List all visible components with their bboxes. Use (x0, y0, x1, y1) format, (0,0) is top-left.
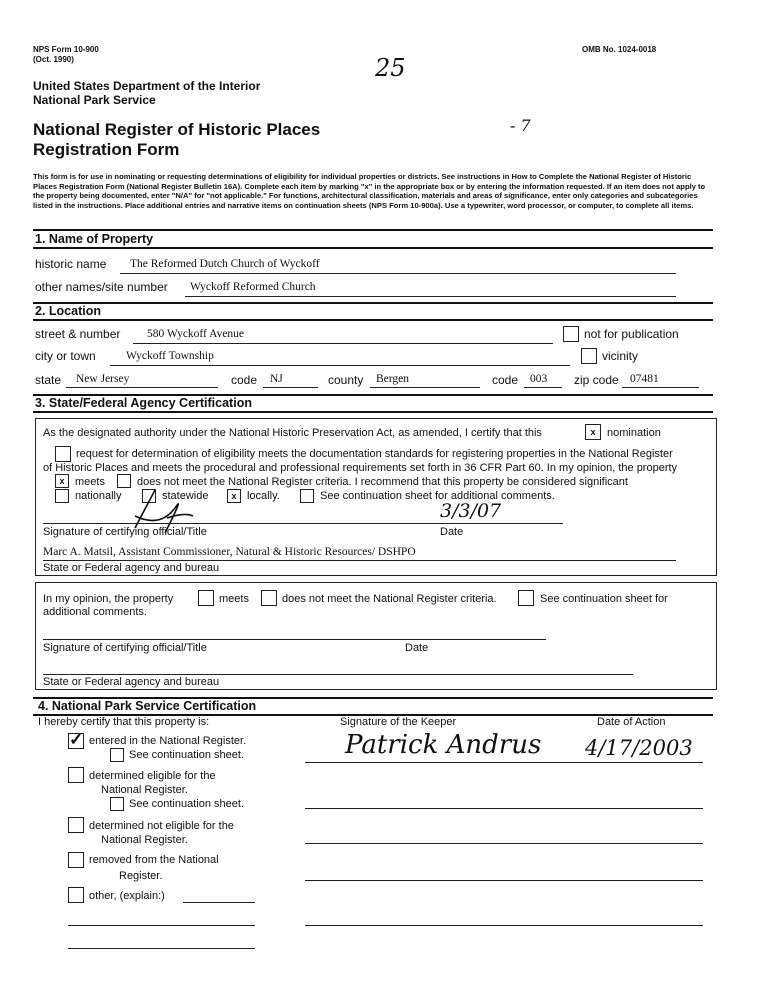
nationally-label: nationally (75, 490, 122, 502)
rule (33, 319, 713, 321)
entered-continuation-label: See continuation sheet. (129, 749, 244, 761)
cfr-text: of Historic Places and meets the procedural and professional requirements set forth in 36 CFR Part 60. In my opinion, the property (43, 462, 678, 474)
locally-label: locally. (247, 490, 280, 502)
not-for-publication-checkbox[interactable] (563, 326, 579, 342)
action-date-label: Date of Action (597, 716, 666, 728)
removed-checkbox[interactable] (68, 852, 84, 868)
keeper-line (305, 808, 703, 809)
cert-statement: As the designated authority under the National Historic Preservation Act, as amended, I certify that this (43, 427, 542, 439)
explain-line[interactable] (68, 948, 255, 949)
rule (33, 411, 713, 413)
signature-label: Signature of certifying official/Title (43, 526, 207, 538)
section-4-heading: 4. National Park Service Certification (38, 699, 257, 713)
action-date: 4/17/2003 (585, 736, 693, 760)
opinion-text: In my opinion, the property (43, 593, 174, 605)
street-label: street & number (35, 327, 121, 341)
state-code-label: code (231, 373, 258, 387)
removed-label-2: Register. (119, 870, 163, 882)
determined-eligible-checkbox[interactable] (68, 767, 84, 783)
determined-eligible-label-2: National Register. (101, 784, 188, 796)
section-3-heading: 3. State/Federal Agency Certification (35, 396, 252, 410)
nationally-checkbox[interactable] (55, 489, 69, 503)
keeper-label: Signature of the Keeper (340, 716, 457, 728)
signature-line (43, 639, 546, 640)
rule (33, 247, 713, 249)
explain-line[interactable] (68, 925, 255, 926)
determined-not-eligible-checkbox[interactable] (68, 817, 84, 833)
field-line (370, 387, 480, 388)
section-2-heading: 2. Location (35, 304, 101, 318)
zip-field[interactable]: 07481 (630, 373, 659, 385)
vicinity-checkbox[interactable] (581, 348, 597, 364)
county-code-field[interactable]: 003 (530, 373, 548, 385)
meets-label: meets (75, 476, 105, 488)
handwritten-mark: - 7 (510, 116, 531, 135)
form-date: (Oct. 1990) (33, 55, 74, 64)
historic-name-field[interactable]: The Reformed Dutch Church of Wyckoff (130, 258, 320, 270)
opinion-meets-checkbox[interactable] (198, 590, 214, 606)
field-line (622, 387, 699, 388)
explain-line[interactable] (183, 902, 255, 903)
rule (33, 302, 713, 304)
department: United States Department of the Interior (33, 79, 261, 93)
street-field[interactable]: 580 Wyckoff Avenue (147, 328, 245, 340)
date-label: Date (440, 526, 464, 538)
field-line (66, 387, 218, 388)
omb-number: OMB No. 1024-0018 (582, 45, 657, 54)
other-names-label: other names/site number (35, 280, 168, 294)
continuation-checkbox[interactable] (300, 489, 314, 503)
nomination-checkbox[interactable]: x (585, 424, 601, 440)
eligible-continuation-label: See continuation sheet. (129, 798, 244, 810)
field-line (185, 296, 676, 297)
other-names-field[interactable]: Wyckoff Reformed Church (190, 281, 316, 293)
state-field[interactable]: New Jersey (76, 373, 130, 385)
keeper-line (305, 762, 703, 763)
handwritten-date: 3/3/07 (440, 500, 502, 522)
field-line (133, 343, 553, 344)
field-line (524, 387, 562, 388)
opinion-signature-label: Signature of certifying official/Title (43, 642, 207, 654)
nomination-label: nomination (607, 427, 661, 439)
entered-checkbox[interactable]: ✓ (69, 730, 84, 749)
county-field[interactable]: Bergen (376, 373, 410, 385)
entered-continuation-checkbox[interactable] (110, 748, 124, 762)
statewide-label: statewide (162, 490, 209, 502)
zip-label: zip code (574, 373, 619, 387)
signature-line (43, 523, 563, 524)
instructions: This form is for use in nominating or requesting determinations of eligibility for individual properties or districts. See instructions in How to Complete the National Register of Historic Places Registration Form (National Register Bulletin 16A). Complete each item by marking "x" in the appropriate box or by entering the information requested. If an item does not apply to the property being documented, enter "N/A" for "not applicable." For functions, architectural classification, materials and areas of significance, enter only categories and subcategories listed in the instructions. Place additional entries and narrative items on continuation sheets (NPS Form 10-900a). Use a typewriter, word processor, or computer, to complete all items. (33, 172, 706, 210)
official-name: Marc A. Matsil, Assistant Commissioner, Natural & Historic Resources/ DSHPO (43, 546, 416, 558)
keeper-signature: Patrick Andrus (345, 730, 542, 760)
section-1-heading: 1. Name of Property (35, 232, 154, 246)
locally-checkbox[interactable]: x (227, 489, 241, 503)
opinion-continuation-checkbox[interactable] (518, 590, 534, 606)
eligible-continuation-checkbox[interactable] (110, 797, 124, 811)
request-text: request for determination of eligibility meets the documentation standards for registering properties in the National Register (76, 448, 673, 460)
form-number: NPS Form 10-900 (33, 45, 99, 54)
does-not-meet-label: does not meet the National Register criteria. I recommend that this property be considered significant (137, 476, 628, 488)
entered-label: entered in the National Register. (89, 735, 247, 747)
opinion-text-2: additional comments. (43, 606, 147, 618)
removed-label: removed from the National (89, 854, 219, 866)
opinion-continuation-label: See continuation sheet for (540, 593, 668, 605)
field-line (120, 273, 676, 274)
form-title-2: Registration Form (33, 140, 180, 159)
opinion-does-not-meet-label: does not meet the National Register criteria. (282, 593, 497, 605)
field-line (110, 365, 570, 366)
agency: National Park Service (33, 93, 156, 107)
field-line (263, 387, 318, 388)
city-field[interactable]: Wyckoff Township (126, 350, 214, 362)
state-code-field[interactable]: NJ (270, 373, 283, 385)
request-checkbox[interactable] (55, 446, 71, 462)
other-checkbox[interactable] (68, 887, 84, 903)
agency-label: State or Federal agency and bureau (43, 562, 220, 574)
opinion-meets-label: meets (219, 593, 249, 605)
form-title-1: National Register of Historic Places (33, 120, 321, 139)
vicinity-label: vicinity (602, 349, 639, 363)
rule (33, 229, 713, 231)
keeper-line (305, 880, 703, 881)
historic-name-label: historic name (35, 257, 107, 271)
keeper-line (305, 925, 703, 926)
handwritten-number: 25 (375, 54, 406, 82)
opinion-agency-label: State or Federal agency and bureau (43, 676, 220, 688)
continuation-label: See continuation sheet for additional comments. (320, 490, 555, 502)
does-not-meet-checkbox[interactable] (117, 474, 131, 488)
meets-checkbox[interactable]: x (55, 474, 69, 488)
keeper-line (305, 843, 703, 844)
certify-label: I hereby certify that this property is: (38, 716, 210, 728)
state-label: state (35, 373, 62, 387)
determined-not-label-2: National Register. (101, 834, 188, 846)
determined-eligible-label: determined eligible for the (89, 770, 216, 782)
county-label: county (328, 373, 364, 387)
determined-not-label: determined not eligible for the (89, 820, 234, 832)
opinion-date-label: Date (405, 642, 429, 654)
county-code-label: code (492, 373, 519, 387)
other-label: other, (explain:) (89, 890, 165, 902)
opinion-does-not-meet-checkbox[interactable] (261, 590, 277, 606)
city-label: city or town (35, 349, 96, 363)
not-for-publication-label: not for publication (584, 327, 679, 341)
